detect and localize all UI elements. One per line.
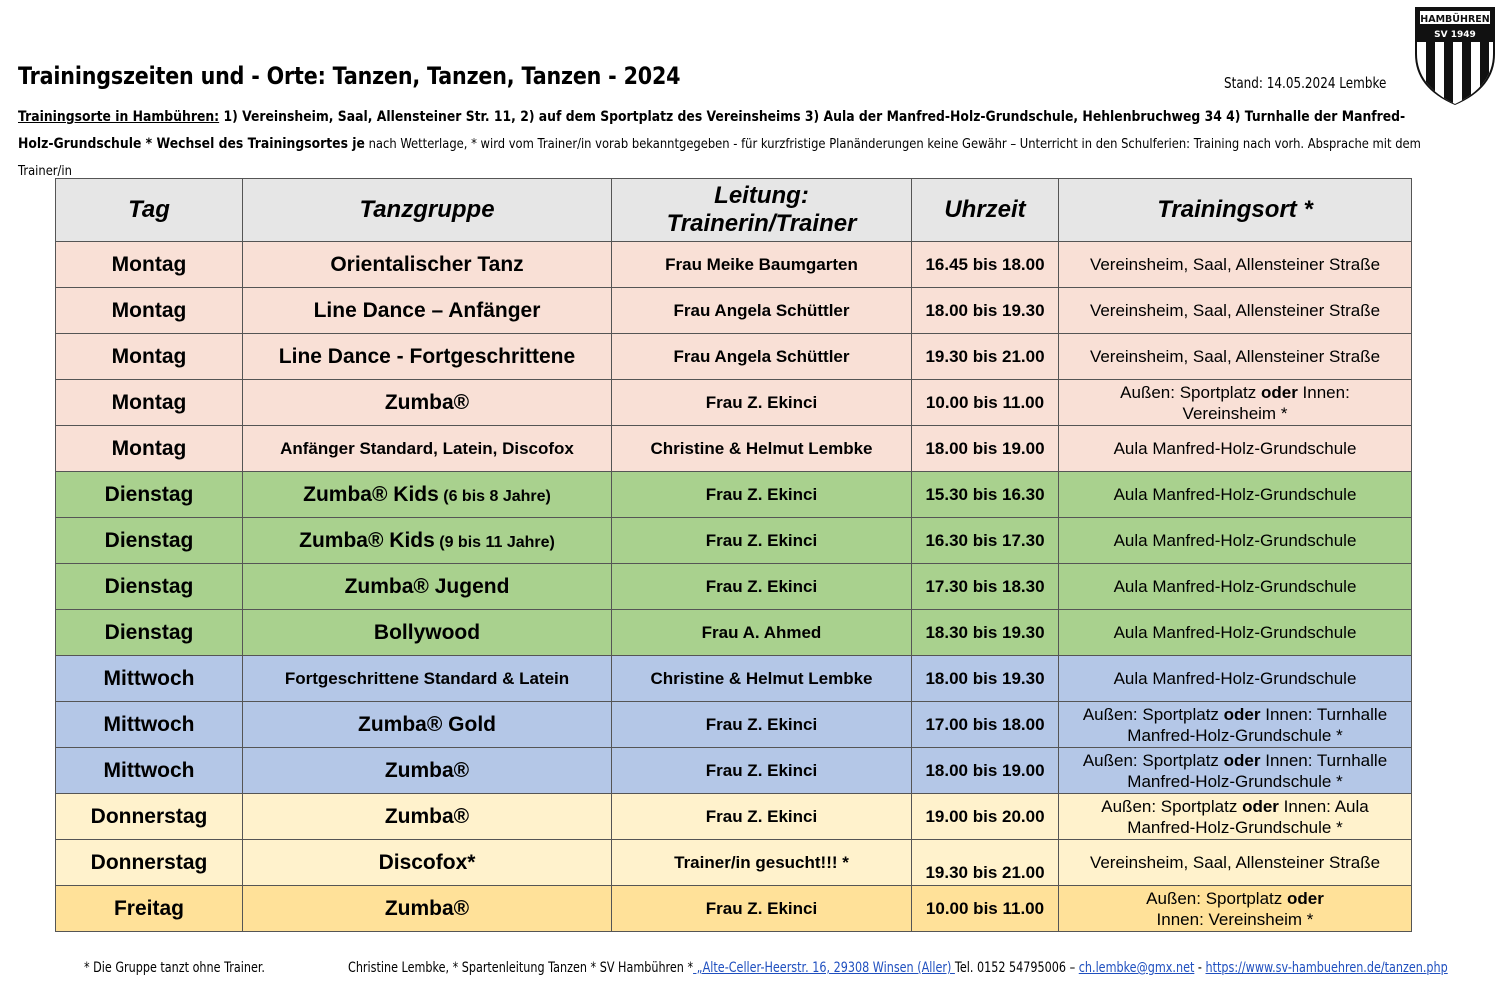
cell-time: 10.00 bis 11.00	[912, 380, 1059, 426]
locations-notes: nach Wetterlage, * wird vom Trainer/in vorab bekanntgegeben - für kurzfristige Planänderungen keine Gewähr – Unterricht in den Schulferien: Training nach vorh. Absprache mit dem Trainer/in	[18, 136, 1421, 179]
cell-group: Line Dance – Anfänger	[243, 288, 612, 334]
cell-time: 18.00 bis 19.00	[912, 426, 1059, 472]
cell-day: Dienstag	[56, 472, 243, 518]
phone-text: Tel. 0152 54795006 –	[954, 960, 1079, 976]
table-row	[56, 610, 1412, 656]
cell-place: Vereinsheim, Saal, Allensteiner Straße	[1059, 334, 1412, 380]
cell-group: Zumba®	[243, 380, 612, 426]
logo-top-text: HAMBÜHREN	[1420, 14, 1490, 25]
cell-group: Anfänger Standard, Latein, Discofox	[243, 426, 612, 472]
cell-group: Zumba® Kids (9 bis 11 Jahre)	[243, 518, 612, 564]
website-link[interactable]: https://www.sv-hambuehren.de/tanzen.php	[1205, 960, 1448, 976]
cell-time: 15.30 bis 16.30	[912, 472, 1059, 518]
cell-group: Zumba®	[243, 748, 612, 794]
cell-time: 10.00 bis 11.00	[912, 886, 1059, 932]
cell-lead: Frau Z. Ekinci	[612, 794, 912, 840]
cell-lead: Frau Meike Baumgarten	[612, 242, 912, 288]
cell-lead: Christine & Helmut Lembke	[612, 656, 912, 702]
footer-note: * Die Gruppe tanzt ohne Trainer.	[84, 960, 265, 976]
cell-place: Außen: Sportplatz oder Innen: Turnhalle Manfred-Holz-Grundschule *	[1059, 748, 1412, 794]
cell-lead: Frau Z. Ekinci	[612, 886, 912, 932]
training-schedule-table	[55, 178, 1412, 932]
table-row	[56, 840, 1412, 886]
cell-place: Aula Manfred-Holz-Grundschule	[1059, 518, 1412, 564]
cell-lead: Frau Z. Ekinci	[612, 564, 912, 610]
cell-lead: Frau Angela Schüttler	[612, 288, 912, 334]
cell-group: Zumba® Jugend	[243, 564, 612, 610]
cell-day: Mittwoch	[56, 748, 243, 794]
cell-group: Orientalischer Tanz	[243, 242, 612, 288]
cell-time: 17.00 bis 18.00	[912, 702, 1059, 748]
col-header-day: Tag	[56, 179, 243, 242]
address-link[interactable]: „Alte-Celler-Heerstr. 16, 29308 Winsen (Aller)	[693, 960, 955, 976]
cell-place: Außen: Sportplatz oder Innen: Vereinsheim *	[1059, 886, 1412, 932]
table-header-row	[56, 179, 1412, 242]
cell-time: 18.30 bis 19.30	[912, 610, 1059, 656]
contact-name: Christine Lembke, * Spartenleitung Tanzen * SV Hambühren *	[348, 960, 694, 976]
cell-group: Bollywood	[243, 610, 612, 656]
table-row	[56, 242, 1412, 288]
cell-place: Aula Manfred-Holz-Grundschule	[1059, 564, 1412, 610]
stand-date: Stand: 14.05.2024 Lembke	[1224, 74, 1387, 92]
table-row	[56, 334, 1412, 380]
col-header-group: Tanzgruppe	[243, 179, 612, 242]
cell-lead: Frau Z. Ekinci	[612, 702, 912, 748]
cell-lead: Frau Z. Ekinci	[612, 518, 912, 564]
cell-day: Montag	[56, 426, 243, 472]
email-link[interactable]: ch.lembke@gmx.net	[1078, 960, 1195, 976]
cell-time: 18.00 bis 19.30	[912, 656, 1059, 702]
cell-place: Außen: Sportplatz oder Innen: Vereinsheim *	[1059, 380, 1412, 426]
locations-list: 1) Vereinsheim, Saal, Allensteiner Str. 11, 2) auf dem Sportplatz des Vereinsheims 3) Aula der Manfred-Holz-Grundschule, Hehlenbruchweg 34 4) Turnhalle der Manfred-Holz-Grundschule * Wechsel des Trainingsortes je	[18, 109, 1406, 152]
cell-group: Zumba® Kids (6 bis 8 Jahre)	[243, 472, 612, 518]
cell-place: Aula Manfred-Holz-Grundschule	[1059, 610, 1412, 656]
cell-day: Donnerstag	[56, 794, 243, 840]
table-row	[56, 426, 1412, 472]
cell-day: Mittwoch	[56, 702, 243, 748]
page-title: Trainingszeiten und - Orte: Tanzen, Tanzen, Tanzen - 2024	[18, 62, 681, 90]
cell-group: Discofox*	[243, 840, 612, 886]
cell-day: Dienstag	[56, 518, 243, 564]
footer-contact: Christine Lembke, * Spartenleitung Tanzen * SV Hambühren * „Alte-Celler-Heerstr. 16, 29308 Winsen (Aller) Tel. 0152 54795006 – ch.lembke@gmx.net - https://www.sv-hambuehren.de/tanzen.php	[348, 960, 1448, 976]
cell-day: Dienstag	[56, 564, 243, 610]
cell-time: 19.30 bis 21.00	[912, 334, 1059, 380]
training-locations-info	[18, 104, 1437, 185]
cell-place: Vereinsheim, Saal, Allensteiner Straße	[1059, 288, 1412, 334]
cell-place: Außen: Sportplatz oder Innen: Aula Manfred-Holz-Grundschule *	[1059, 794, 1412, 840]
cell-lead: Frau Z. Ekinci	[612, 472, 912, 518]
col-header-lead: Leitung: Trainerin/Trainer	[612, 179, 912, 242]
cell-group: Fortgeschrittene Standard & Latein	[243, 656, 612, 702]
cell-group: Zumba®	[243, 886, 612, 932]
cell-place: Aula Manfred-Holz-Grundschule	[1059, 426, 1412, 472]
cell-time: 16.30 bis 17.30	[912, 518, 1059, 564]
cell-group: Zumba® Gold	[243, 702, 612, 748]
table-row	[56, 472, 1412, 518]
club-crest-logo	[1412, 4, 1498, 106]
col-header-time: Uhrzeit	[912, 179, 1059, 242]
table-row	[56, 564, 1412, 610]
cell-day: Dienstag	[56, 610, 243, 656]
cell-time: 18.00 bis 19.00	[912, 748, 1059, 794]
col-header-place: Trainingsort *	[1059, 179, 1412, 242]
cell-lead: Frau Z. Ekinci	[612, 380, 912, 426]
cell-place: Aula Manfred-Holz-Grundschule	[1059, 472, 1412, 518]
cell-place: Vereinsheim, Saal, Allensteiner Straße	[1059, 242, 1412, 288]
cell-day: Montag	[56, 288, 243, 334]
cell-time: 18.00 bis 19.30	[912, 288, 1059, 334]
cell-time: 16.45 bis 18.00	[912, 242, 1059, 288]
locations-label: Trainingsorte in Hambühren:	[18, 109, 220, 125]
cell-place: Vereinsheim, Saal, Allensteiner Straße	[1059, 840, 1412, 886]
cell-time: 19.00 bis 20.00	[912, 794, 1059, 840]
cell-lead: Frau Z. Ekinci	[612, 748, 912, 794]
cell-lead: Christine & Helmut Lembke	[612, 426, 912, 472]
table-row	[56, 380, 1412, 426]
cell-group: Line Dance - Fortgeschrittene	[243, 334, 612, 380]
cell-day: Montag	[56, 334, 243, 380]
table-row	[56, 288, 1412, 334]
cell-lead: Trainer/in gesucht!!! *	[612, 840, 912, 886]
cell-day: Montag	[56, 380, 243, 426]
cell-lead: Frau Angela Schüttler	[612, 334, 912, 380]
table-row	[56, 518, 1412, 564]
table-row	[56, 794, 1412, 840]
cell-day: Freitag	[56, 886, 243, 932]
table-row	[56, 656, 1412, 702]
table-row	[56, 886, 1412, 932]
cell-place: Außen: Sportplatz oder Innen: Turnhalle Manfred-Holz-Grundschule *	[1059, 702, 1412, 748]
cell-time: 19.30 bis 21.00	[912, 840, 1059, 886]
cell-day: Donnerstag	[56, 840, 243, 886]
logo-bottom-text: SV 1949	[1434, 30, 1476, 40]
table-row	[56, 702, 1412, 748]
cell-lead: Frau A. Ahmed	[612, 610, 912, 656]
cell-place: Aula Manfred-Holz-Grundschule	[1059, 656, 1412, 702]
cell-time: 17.30 bis 18.30	[912, 564, 1059, 610]
cell-day: Mittwoch	[56, 656, 243, 702]
table-row	[56, 748, 1412, 794]
cell-group: Zumba®	[243, 794, 612, 840]
cell-day: Montag	[56, 242, 243, 288]
